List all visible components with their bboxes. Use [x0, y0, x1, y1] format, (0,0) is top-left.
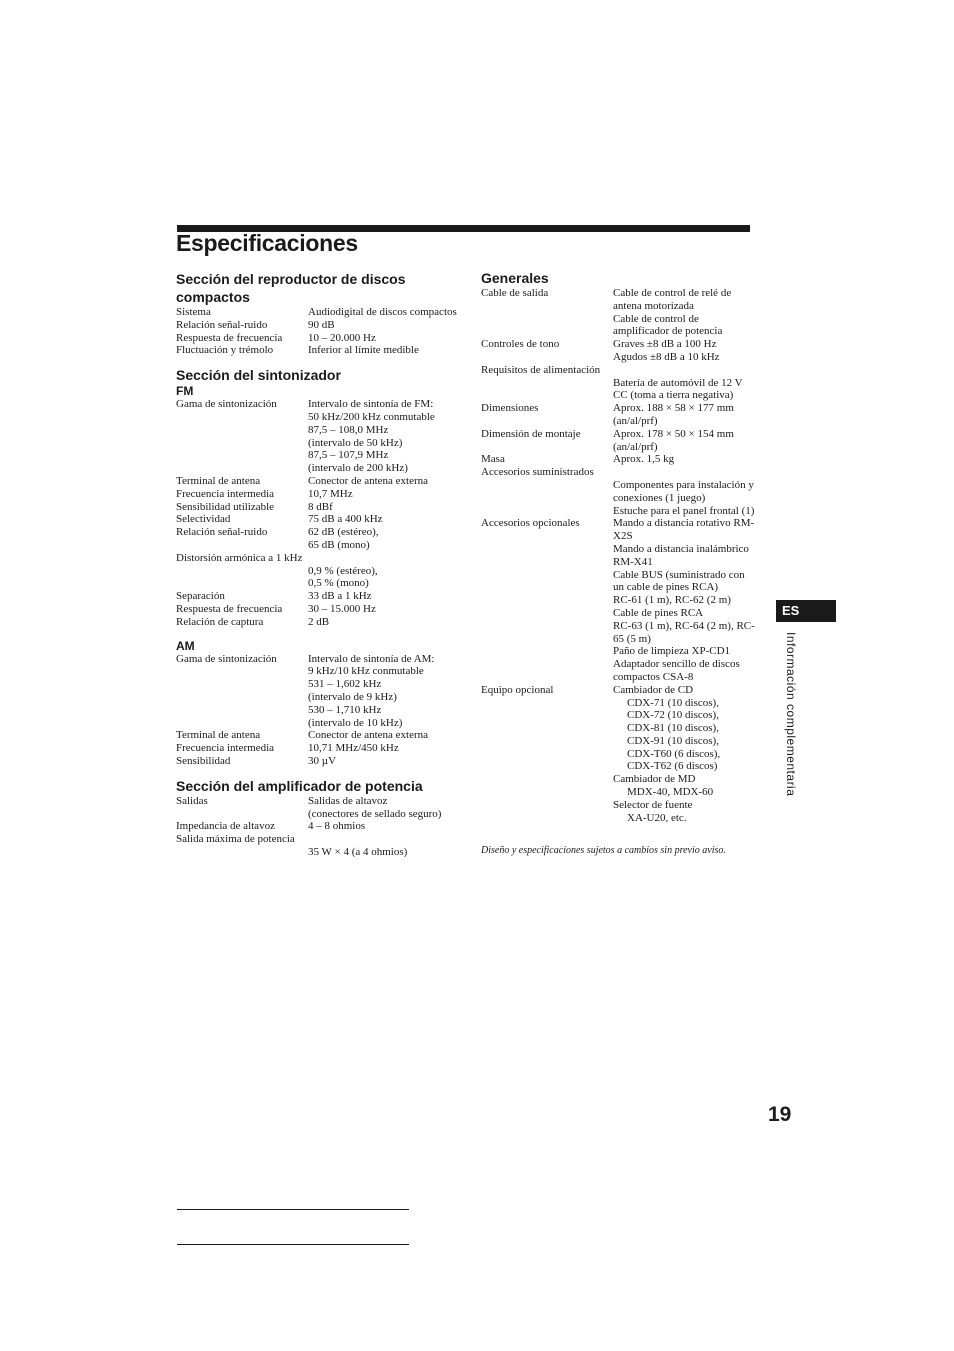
value-line: Mando a distancia inalámbrico RM-X41	[613, 542, 749, 568]
footer-rule	[177, 1209, 409, 1210]
spec-row	[176, 820, 466, 833]
value-line: RC-63 (1 m), RC-64 (2 m), RC-65 (5 m)	[613, 619, 755, 645]
value-line: CDX-81 (10 discos),	[627, 722, 719, 735]
spec-label: Masa	[481, 453, 505, 466]
spec-label: Salida máxima de potencia	[176, 833, 295, 846]
spec-label: Selectividad	[176, 513, 231, 526]
tuner-section-heading: Sección del sintonizador	[176, 367, 341, 384]
value-line: 35 W × 4 (a 4 ohmios)	[308, 845, 408, 858]
value-line: (an/al/prf)	[613, 440, 658, 453]
spec-label: Accesorios suministrados	[481, 466, 594, 479]
spec-row	[481, 338, 756, 364]
value-line: 0,9 % (estéreo),	[308, 564, 378, 577]
spec-value: 30 µV	[308, 754, 337, 767]
spec-label: Accesorios opcionales	[481, 517, 580, 530]
spec-label: Gama de sintonización	[176, 398, 277, 411]
value-line: (intervalo de 10 kHz)	[308, 716, 403, 729]
value-line: CDX-T62 (6 discos)	[627, 760, 718, 773]
value-line: Cable de pines RCA	[613, 606, 704, 619]
value-line: Intervalo de sintonía de AM:	[308, 652, 435, 665]
spec-value: Audiodigital de discos compactos	[308, 306, 457, 318]
spec-value: 8 dBf	[308, 500, 333, 513]
value-line: Componentes para instalación y conexiones (1 juego)	[613, 478, 754, 504]
spec-value: 30 – 15.000 Hz	[308, 602, 376, 615]
spec-label: Respuesta de frecuencia	[176, 331, 283, 344]
value-line: MDX-40, MDX-60	[627, 786, 714, 799]
fm-subheading: FM	[176, 384, 194, 399]
right-column	[481, 269, 756, 857]
spec-row	[176, 755, 466, 768]
value-line: Paño de limpieza XP-CD1	[613, 645, 731, 658]
spec-label: Impedancia de altavoz	[176, 820, 275, 833]
value-line: 0,5 % (mono)	[308, 577, 369, 590]
spec-row	[481, 287, 756, 338]
footer-rule	[177, 1244, 409, 1245]
value-line: 87,5 – 107,9 MHz	[308, 449, 389, 462]
spec-value	[308, 795, 466, 821]
spec-value: Conector de antena externa	[308, 729, 429, 742]
spec-label: Dimensión de montaje	[481, 427, 581, 440]
side-section-label: Información complementaria	[784, 632, 798, 797]
page-title: Especificaciones	[176, 230, 358, 256]
spec-row	[176, 398, 466, 475]
value-line: Cambiador de MD	[613, 773, 696, 786]
value-line: (an/al/prf)	[613, 414, 658, 427]
value-line: 50 kHz/200 kHz conmutable	[308, 410, 435, 423]
spec-label: Cable de salida	[481, 287, 549, 299]
value-line: (intervalo de 200 kHz)	[308, 462, 408, 475]
value-line: Agudos ±8 dB a 10 kHz	[613, 350, 720, 363]
spec-value	[613, 517, 756, 683]
spec-label: Respuesta de frecuencia	[176, 602, 283, 615]
spec-row	[176, 653, 466, 730]
spec-row	[176, 742, 466, 755]
spec-label: Relación de captura	[176, 615, 264, 628]
spec-value: Aprox. 1,5 kg	[613, 453, 675, 466]
spec-label: Equipo opcional	[481, 683, 554, 696]
spec-label: Salidas	[176, 794, 208, 807]
value-line: (intervalo de 50 kHz)	[308, 436, 403, 449]
spec-label: Controles de tono	[481, 338, 560, 351]
spec-label: Requisitos de alimentación	[481, 363, 601, 376]
spec-label: Sensibilidad utilizable	[176, 500, 275, 513]
value-line: Graves ±8 dB a 100 Hz	[613, 338, 717, 351]
spec-value: 90 dB	[308, 318, 335, 331]
spec-value	[613, 428, 756, 454]
spec-row	[176, 319, 466, 332]
value-line: CDX-T60 (6 discos),	[627, 747, 721, 760]
spec-value: 2 dB	[308, 615, 330, 628]
value-line: 530 – 1,710 kHz	[308, 703, 382, 716]
spec-label: Separación	[176, 590, 225, 603]
spec-row	[176, 475, 466, 488]
spec-row	[481, 517, 756, 683]
spec-value	[613, 338, 756, 364]
spec-row	[176, 501, 466, 514]
value-line: Aprox. 188 × 58 × 177 mm	[613, 402, 734, 415]
spec-value: 4 – 8 ohmios	[308, 820, 366, 833]
spec-value: Conector de antena externa	[308, 474, 429, 487]
spec-row	[176, 590, 466, 603]
language-tab	[776, 600, 836, 622]
spec-row	[481, 402, 756, 428]
value-line: CDX-91 (10 discos),	[627, 734, 719, 747]
spec-label: Frecuencia intermedia	[176, 742, 275, 755]
spec-value: 10,71 MHz/450 kHz	[308, 742, 399, 755]
spec-row	[481, 453, 756, 466]
value-line: Cable BUS (suministrado con un cable de pines RCA)	[613, 568, 745, 594]
value-line: Batería de automóvil de 12 V CC (toma a tierra negativa)	[613, 376, 743, 402]
spec-value: 62 dB (estéreo),	[308, 526, 379, 539]
value-line: Cable de control de relé de antena motorizada	[613, 287, 732, 312]
spec-value: Inferior al límite medible	[308, 344, 419, 357]
value-line: Cable de control de amplificador de potencia	[613, 312, 723, 338]
general-section-heading: Generales	[481, 270, 549, 286]
left-column	[176, 270, 466, 859]
spec-value: 10,7 MHz	[308, 487, 353, 500]
spec-row	[176, 306, 466, 319]
spec-value: 10 – 20.000 Hz	[308, 331, 376, 344]
value-line: XA-U20, etc.	[627, 811, 687, 824]
language-tab-label: ES	[782, 603, 800, 618]
value-line: 531 – 1,602 kHz	[308, 678, 382, 691]
disclaimer-note: Diseño y especificaciones sujetos a cambios sin previo aviso.	[481, 845, 726, 857]
spec-value	[308, 398, 466, 475]
value-line: Adaptador sencillo de discos compactos CSA-8	[613, 658, 740, 683]
spec-row	[481, 428, 756, 454]
spec-label: Distorsión armónica a 1 kHz	[176, 551, 303, 564]
spec-row	[176, 513, 466, 526]
spec-row	[176, 616, 466, 629]
value-line: CDX-71 (10 discos),	[627, 696, 719, 709]
spec-value: Cambiador de CD	[613, 683, 694, 696]
value-line: Estuche para el panel frontal (1)	[613, 504, 755, 517]
value-line: Mando a distancia rotativo RM-X2S	[613, 517, 755, 543]
value-line: RC-61 (1 m), RC-62 (2 m)	[613, 594, 731, 607]
value-line: (conectores de sellado seguro)	[308, 807, 442, 820]
amp-section-heading: Sección del amplificador de potencia	[176, 777, 423, 794]
spec-label: Terminal de antena	[176, 474, 261, 487]
value-line: Selector de fuente	[613, 798, 693, 811]
spec-value: 75 dB a 400 kHz	[308, 513, 383, 526]
value-line: Aprox. 178 × 50 × 154 mm	[613, 427, 734, 440]
value-line: (intervalo de 9 kHz)	[308, 690, 397, 703]
spec-row	[176, 332, 466, 345]
value-line: Intervalo de sintonía de FM:	[308, 398, 434, 411]
cd-section-heading: Sección del reproductor de discos compactos	[176, 271, 406, 305]
spec-row	[176, 488, 466, 501]
value-line: 9 kHz/10 kHz conmutable	[308, 665, 424, 678]
spec-value	[613, 287, 756, 338]
value-line: 65 dB (mono)	[308, 538, 370, 551]
spec-row	[176, 526, 466, 539]
value-line: CDX-72 (10 discos),	[627, 709, 719, 722]
spec-row	[176, 729, 466, 742]
spec-value	[308, 653, 466, 730]
spec-row	[481, 684, 756, 697]
spec-label: Relación señal-ruido	[176, 318, 268, 331]
spec-row	[176, 603, 466, 616]
spec-row	[176, 795, 466, 821]
spec-label: Dimensiones	[481, 402, 539, 415]
spec-value	[613, 402, 756, 428]
value-line: Salidas de altavoz	[308, 794, 388, 807]
spec-label: Gama de sintonización	[176, 652, 277, 665]
spec-label: Sistema	[176, 306, 211, 318]
spec-label: Fluctuación y trémolo	[176, 344, 274, 357]
spec-value: 33 dB a 1 kHz	[308, 590, 372, 603]
am-subheading: AM	[176, 638, 195, 653]
value-line: 87,5 – 108,0 MHz	[308, 423, 389, 436]
page-number: 19	[768, 1103, 792, 1126]
spec-row	[176, 344, 466, 357]
spec-label: Frecuencia intermedia	[176, 487, 275, 500]
spec-label: Terminal de antena	[176, 729, 261, 742]
spec-label: Relación señal-ruido	[176, 526, 268, 539]
spec-label: Sensibilidad	[176, 754, 231, 767]
